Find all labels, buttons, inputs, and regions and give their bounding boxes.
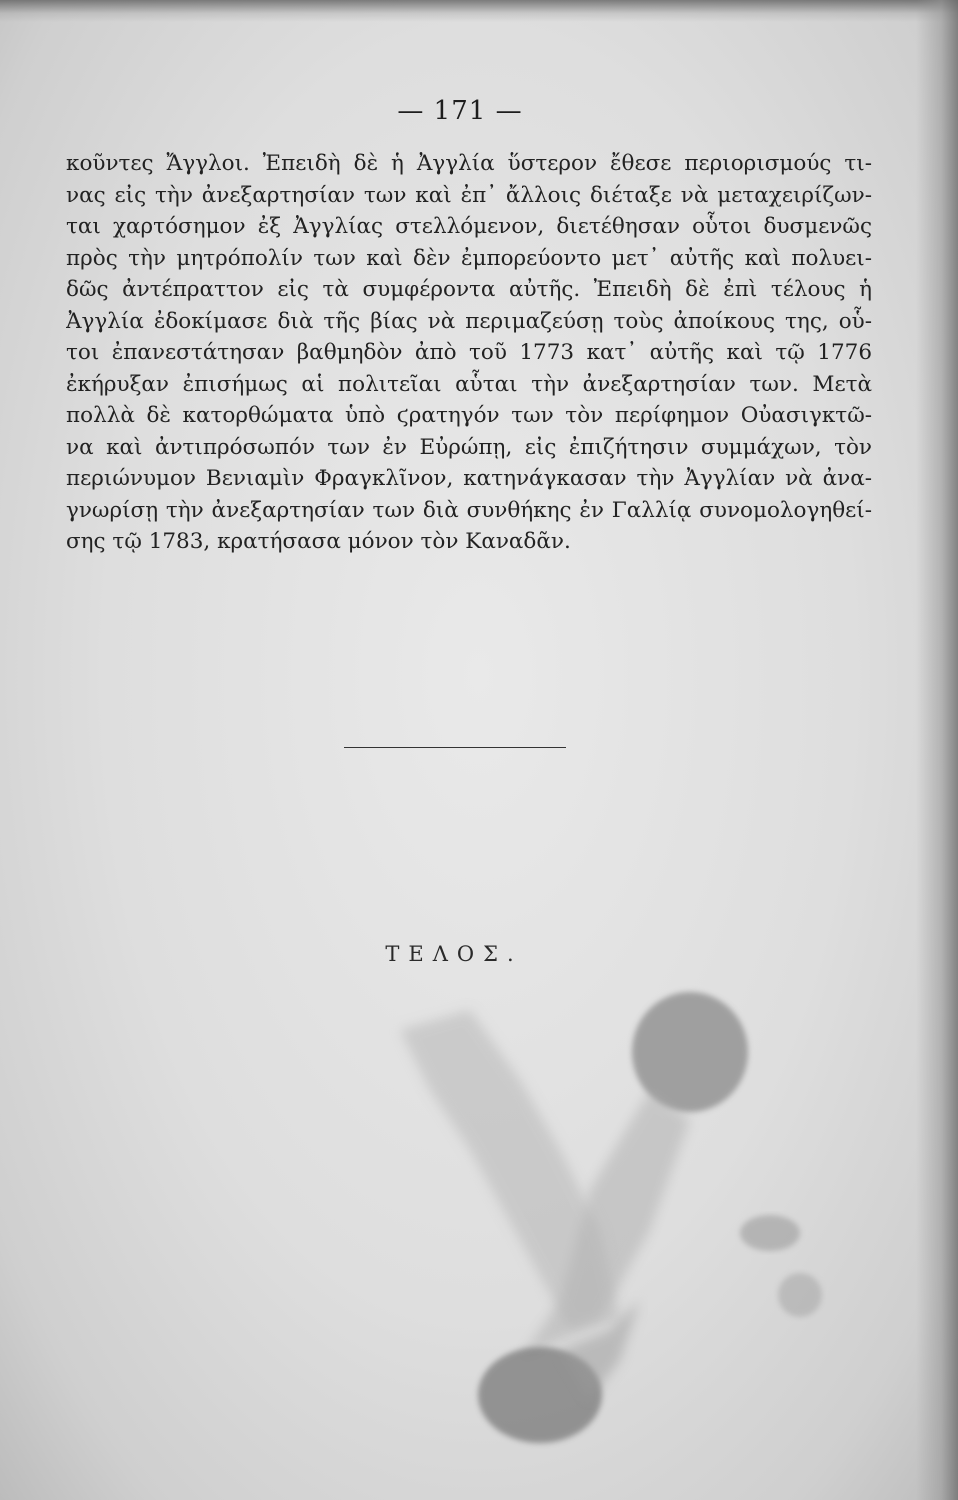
text-line: πολλὰ δὲ κατορθώματα ὑπὸ ϛρατηγόν των τὸν περίφημον Οὐασιγκτῶ- <box>66 403 872 428</box>
text-line: περιώνυμον Βενιαμὶν Φραγκλῖνον, κατηνάγκασαν τὴν Ἀγγλίαν νὰ ἀνα- <box>66 466 872 491</box>
text-line: γνωρίσῃ τὴν ἀνεξαρτησίαν των διὰ συνθήκης ἐν Γαλλίᾳ συνομολογηθεί- <box>66 497 872 523</box>
text-line: δῶς ἀντέπραττον εἰς τὰ συμφέροντα αὐτῆς. Ἐπειδὴ δὲ ἐπὶ τέλους ἡ <box>66 277 872 302</box>
stain-right-small <box>740 1215 822 1317</box>
text-line: Ἀγγλία ἐδοκίμασε διὰ τῆς βίας νὰ περιμαζεύσῃ τοὺς ἀποίκους της, οὗ- <box>66 308 872 334</box>
text-line: να καὶ ἀντιπρόσωπόν των ἐν Εὐρώπῃ, εἰς ἐπιζήτησιν συμμάχων, τὸν <box>66 434 872 460</box>
section-divider-rule <box>344 747 566 748</box>
body-text <box>66 148 872 558</box>
text-line: ται χαρτόσημον ἐξ Ἀγγλίας στελλόμενον, διετέθησαν οὗτοι δυσμενῶς <box>66 214 872 239</box>
text-line-last: σης τῷ 1783, κρατήσασα μόνον τὸν Καναδᾶν. <box>66 529 571 554</box>
text-line: τοι ἐπανεστάτησαν βαθμηδὸν ἀπὸ τοῦ 1773 κατ᾽ αὐτῆς καὶ τῷ 1776 <box>66 340 872 365</box>
text-line: νας εἰς τὴν ἀνεξαρτησίαν των καὶ ἐπ᾽ ἄλλοις διέταξε νὰ μεταχειρίζων- <box>66 182 872 208</box>
text-line: ἐκήρυξαν ἐπισήμως αἱ πολιτεῖαι αὗται τὴν ἀνεξαρτησίαν των. Μετὰ <box>66 371 872 397</box>
end-word: ΤΕΛΟΣ. <box>385 942 523 966</box>
text-line: κοῦντες Ἄγγλοι. Ἐπειδὴ δὲ ἡ Ἀγγλία ὕστερον ἔθεσε περιορισμούς τι- <box>66 151 872 176</box>
page-number: — 171 — <box>397 96 523 126</box>
text-line: πρὸς τὴν μητρόπολίν των καὶ δὲν ἐμπορεύοντο μετ᾽ αὐτῆς καὶ πολυει- <box>66 245 872 271</box>
stain-left-streak <box>400 1010 620 1330</box>
